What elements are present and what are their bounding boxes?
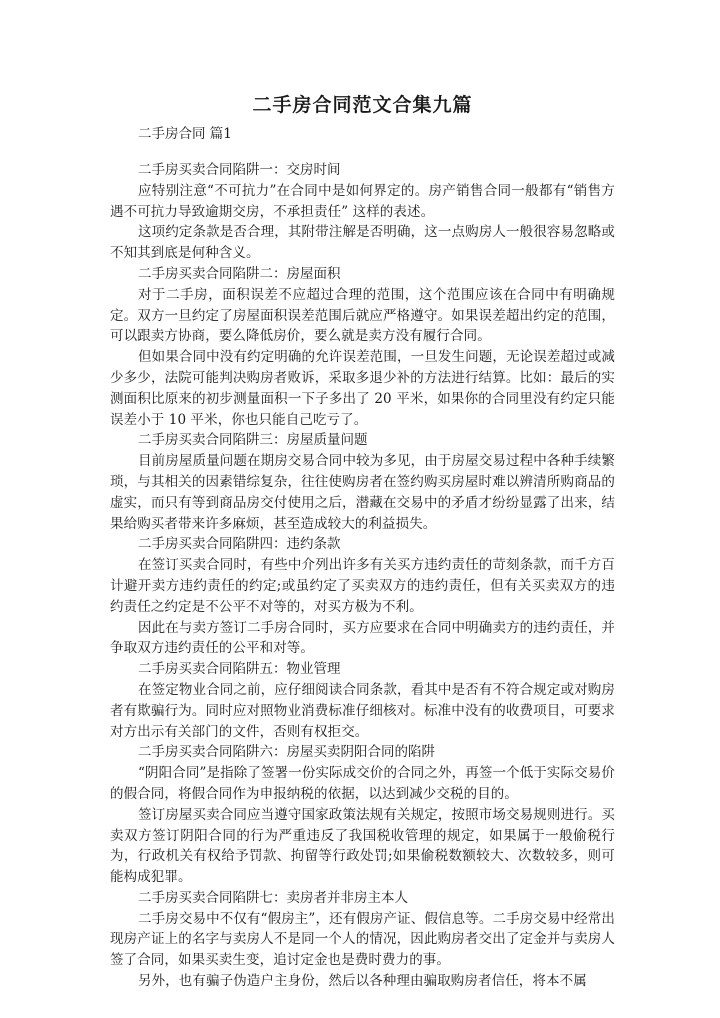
section-heading: 二手房买卖合同陷阱一：交房时间 (138, 162, 341, 178)
paragraph: 目前房屋质量问题在期房交易合同中较为多见，由于房屋交易过程中各种手续繁琐，与其相关的因素错综复杂，往往使购房者在签约购买房屋时难以辨清所购商品的虚实，而只有等到商品房交付使用之后，潜藏在交易中的矛盾才纷纷显露了出来，结果给购买者带来许多麻烦，甚至造成较大的利益损失。 (110, 453, 615, 532)
document-body (110, 160, 615, 992)
section-heading: 二手房买卖合同陷阱四：违约条款 (138, 536, 341, 553)
paragraph: 在签订买卖合同时，有些中介列出许多有关买方违约责任的苛刻条款，而千方百计避开卖方违约责任的约定;或虽约定了买卖双方的违约责任，但有关买卖双方的违约责任之约定是不公平不对等的，对买方极为不利。 (110, 557, 615, 615)
paragraph: 因此在与卖方签订二手房合同时，买方应要求在合同中明确卖方的违约责任，并争取双方违约责任的公平和对等。 (110, 619, 615, 657)
paragraph: 应特别注意“不可抗力”在合同中是如何界定的。房产销售合同一般都有“销售方遇不可抗力导致逾期交房，不承担责任” 这样的表述。 (110, 182, 615, 220)
paragraph: “阴阳合同”是指除了签署一份实际成交价的合同之外，再签一个低于实际交易价的假合同，将假合同作为申报纳税的依据，以达到减少交税的目的。 (110, 765, 615, 802)
document-title: 二手房合同范文合集九篇 (252, 94, 473, 116)
paragraph: 在签定物业合同之前，应仔细阅读合同条款，看其中是否有不符合规定或对购房者有欺骗行为。同时应对照物业消费标准仔细核对。标准中没有的收费项目，可要求对方出示有关部门的文件，否则有权拒交。 (110, 681, 615, 740)
paragraph: 对于二手房，面积误差不应超过合理的范围，这个范围应该在合同中有明确规定。双方一旦约定了房屋面积误差范围后就应严格遵守。如果误差超出约定的范围，可以跟卖方协商，要么降低房价，要么就是卖方没有履行合同。 (110, 286, 615, 345)
paragraph: 签订房屋买卖合同应当遵守国家政策法规有关规定，按照市场交易规则进行。买卖双方签订阴阳合同的行为严重违反了我国税收管理的规定，如果属于一般偷税行为，行政机关有权给予罚款、拘留等行政处罚;如果偷税数额较大、次数较多，则可能构成犯罪。 (110, 806, 615, 886)
section-heading: 二手房买卖合同陷阱二：房屋面积 (138, 265, 341, 282)
paragraph: 但如果合同中没有约定明确的允许误差范围，一旦发生问题，无论误差超过或减少多少，法院可能判决购房者败诉，采取多退少补的方法进行结算。比如：最后的实测面积比原来的初步测量面积一下子多出了 20 平米，如果你的合同里没有约定只能误差小于 10 平米，你也只能自己吃亏了。 (110, 349, 615, 428)
paragraph: 二手房交易中不仅有“假房主”，还有假房产证、假信息等。二手房交易中经常出现房产证上的名字与卖房人不是同一个人的情况，因此购房者交出了定金并与卖房人签了合同，如果买卖生变，追讨定金也是费时费力的事。 (110, 910, 615, 969)
paragraph: 另外，也有骗子伪造户主身份，然后以各种理由骗取购房者信任，将本不属 (138, 973, 587, 990)
document-subtitle: 二手房合同 篇1 (138, 126, 232, 142)
section-heading: 二手房买卖合同陷阱七：卖房者并非房主本人 (138, 889, 408, 906)
paragraph: 这项约定条款是否合理，其附带注解是否明确，这一点购房人一般很容易忽略或不知其到底是何种含义。 (110, 224, 615, 262)
section-heading: 二手房买卖合同陷阱三：房屋质量问题 (138, 432, 368, 449)
section-heading: 二手房买卖合同陷阱六：房屋买卖阴阳合同的陷阱 (138, 744, 435, 761)
section-heading: 二手房买卖合同陷阱五：物业管理 (138, 661, 341, 678)
